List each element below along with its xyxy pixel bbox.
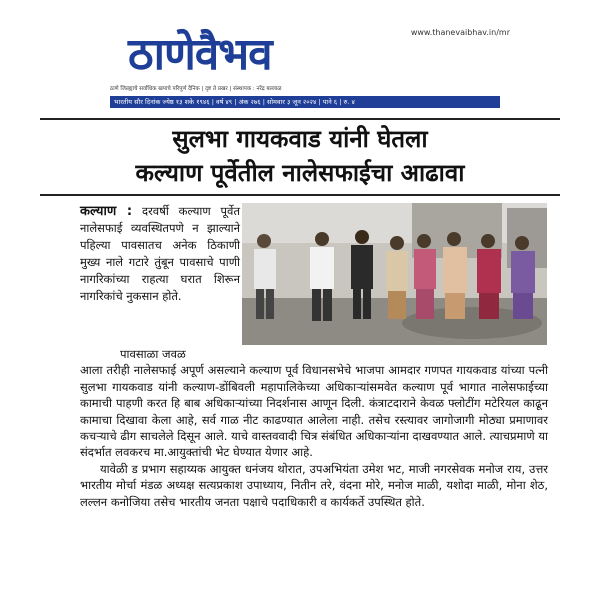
headline-line-1: सुलभा गायकवाड यांनी घेतला [172, 125, 428, 153]
dateline-place: कल्याण : [80, 204, 133, 219]
inspection-photo-illustration [242, 203, 547, 345]
headline-bottom-rule [40, 194, 560, 196]
article-intro [80, 203, 240, 305]
masthead-tagline: ठाणे जिल्ह्याचे सर्वाधिक खपाचे परिपूर्ण दैनिक | दृष्ट ते प्रखर | संस्थापक : नरेंद्र बल्लाळ [110, 86, 282, 92]
headline-line-2: कल्याण पूर्वेतील नालेसफाईचा आढावा [135, 159, 465, 187]
masthead [100, 18, 510, 110]
article-photo [242, 203, 547, 345]
body-paragraph-2: यावेळी ड प्रभाग सहाय्यक आयुक्त धनंजय थोरात, उपअभियंता उमेश भट, माजी नगरसेवक मनोज राय, उत्तर भारतीय मोर्चा मंडळ अध्यक्ष सत्यप्रकाश उपाध्याय, नितीन तरे, वंदना मोरे, मनोज माळी, यशोदा माळी, मोना शेठ, लल्लन कनोजिया तसेच भारतीय जनता पक्षाचे पदाधिकारी व कार्यकर्ते उपस्थित होते. [80, 461, 548, 509]
newspaper-logo: ठाणेवैभव [128, 29, 272, 80]
intro-text: दरवर्षी कल्याण पूर्वेत नालेसफाई व्यवस्थितपणे न झाल्याने पहिल्या पावसातच अनेक ठिकाणी मुख्य नाले गटारे तुंबून पावसाचे पाणी नागरिकांच्या राहत्या घरात शिरून नागरिकांचे नुकसान होते. [80, 204, 241, 303]
website-url[interactable]: www.thanevaibhav.in/mr [410, 28, 510, 37]
headline-top-rule [40, 118, 560, 120]
body-paragraph-1: आला तरीही नालेसफाई अपूर्ण असल्याने कल्याण पूर्व विधानसभेचे भाजपा आमदार गणपत गायकवाड यांच्या पत्नी सुलभा गायकवाड यांनी कल्याण-डोंबिवली महापालिकेच्या अधिकाऱ्यांसमवेत कल्याण पूर्व भागात नालेसफाईच्या कामाची पाहणी करत हि बाब अधिकाऱ्यांच्या निदर्शनास आणून दिली. कंत्राटदाराने केवळ फ्लोटींग मटेरियल काढून कामाचा दिखावा केला आहे, सर्व गाळ नीट काढण्यात आलेला नाही. तसेच रस्त्यावर जागोजागी मोठ्या प्रमाणावर कचऱ्याचे ढीग साचलेले दिसून आले. याचे वास्तववादी चित्र संबंधित अधिकाऱ्यांना दाखवण्यात आले. त्याचप्रमाणे या संदर्भात लवकरच मा.आयुक्तांची भेट घेण्यात येणार आहे. [80, 363, 548, 460]
dateline-bar: भारतीय सौर दिनांक ज्येष्ठ १३ शके १९४६ | वर्ष ४९ | अंक २७६ | सोमवार ३ जून २०२४ | पाने ६ | रु. ४ [110, 96, 500, 108]
body-lead-in: पावसाळा जवळ [120, 347, 186, 361]
article-body [80, 346, 548, 510]
